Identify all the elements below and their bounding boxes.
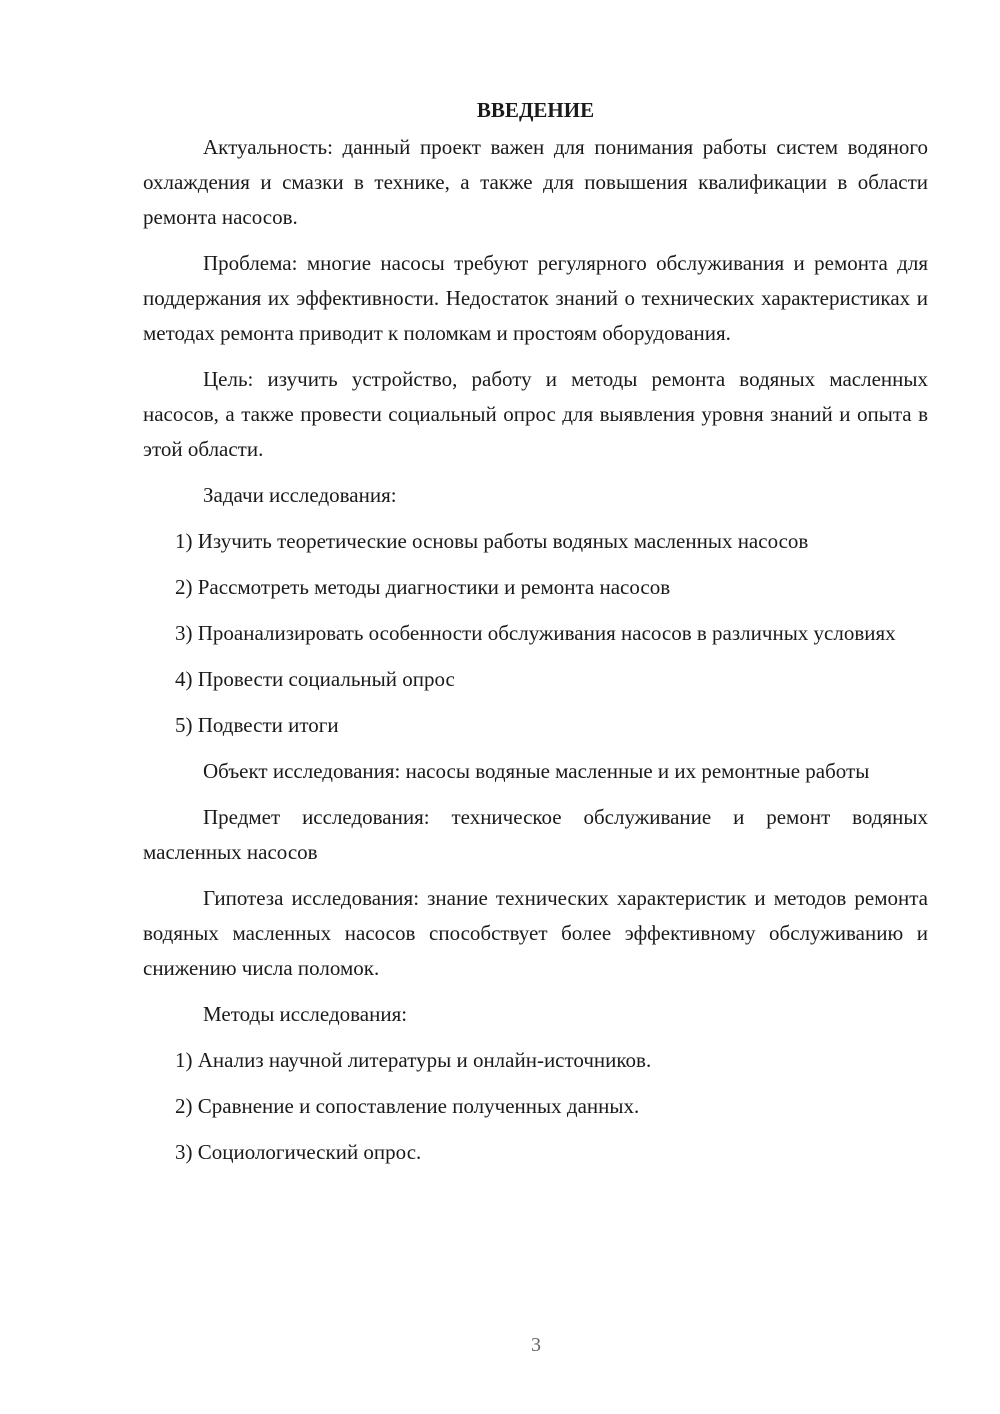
method-item: 1) Анализ научной литературы и онлайн-источников. [175, 1048, 652, 1072]
tasks-heading: Задачи исследования: [203, 483, 397, 507]
task-item: 2) Рассмотреть методы диагностики и ремонта насосов [175, 575, 671, 599]
relevance-paragraph: Актуальность: данный проект важен для понимания работы систем водяного охлаждения и смазки в технике, а также для повышения квалификации в области ремонта насосов. [143, 135, 928, 229]
object-paragraph: Объект исследования: насосы водяные масленные и их ремонтные работы [203, 759, 870, 783]
section-title: ВВЕДЕНИЕ [476, 98, 595, 122]
task-item: 5) Подвести итоги [175, 713, 339, 737]
goal-paragraph: Цель: изучить устройство, работу и методы ремонта водяных масленных насосов, а также провести социальный опрос для выявления уровня знаний и опыта в этой области. [143, 367, 928, 461]
method-item: 2) Сравнение и сопоставление полученных данных. [175, 1094, 640, 1118]
hypothesis-paragraph: Гипотеза исследования: знание технических характеристик и методов ремонта водяных масленных насосов способствует более эффективному обслуживанию и снижению числа поломок. [143, 886, 928, 980]
page-content [143, 96, 928, 1181]
problem-paragraph: Проблема: многие насосы требуют регулярного обслуживания и ремонта для поддержания их эффективности. Недостаток знаний о технических характеристиках и методах ремонта приводит к поломкам и простоям оборудования. [143, 251, 928, 345]
task-item: 4) Провести социальный опрос [175, 667, 455, 691]
method-item: 3) Социологический опрос. [175, 1140, 422, 1164]
task-item: 1) Изучить теоретические основы работы водяных масленных насосов [175, 529, 809, 553]
methods-heading: Методы исследования: [203, 1002, 408, 1026]
page-number: 3 [531, 1334, 541, 1356]
subject-paragraph: Предмет исследования: техническое обслуживание и ремонт водяных масленных насосов [143, 805, 928, 864]
task-item: 3) Проанализировать особенности обслуживания насосов в различных условиях [175, 621, 896, 645]
